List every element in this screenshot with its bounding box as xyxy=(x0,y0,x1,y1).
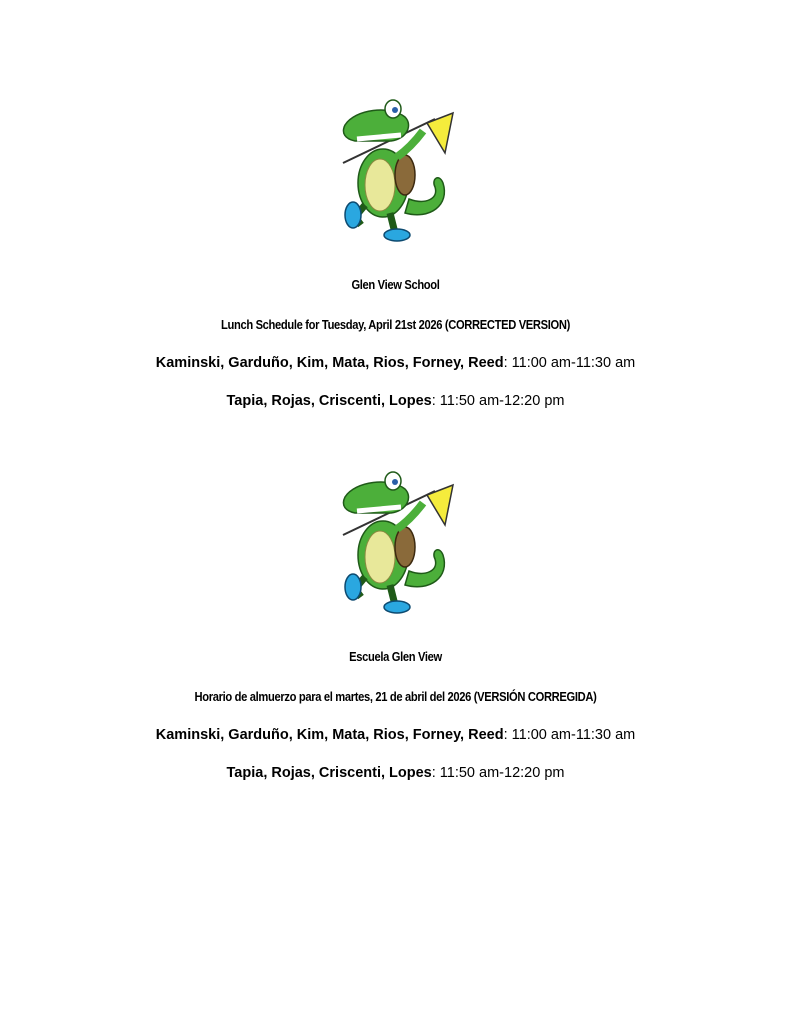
teacher-names: Kaminski, Garduño, Kim, Mata, Rios, Forney, Reed xyxy=(155,355,504,371)
alligator-mascot-icon xyxy=(335,467,465,617)
school-name: Glen View School xyxy=(351,277,440,292)
alligator-mascot-icon xyxy=(335,95,465,245)
lunch-time: : 11:00 am-11:30 am xyxy=(503,727,636,743)
schedule-row xyxy=(0,393,791,409)
school-name: Escuela Glen View xyxy=(349,649,442,664)
schedule-row xyxy=(0,727,791,743)
lunch-time: : 11:00 am-11:30 am xyxy=(503,355,636,371)
lunch-time: : 11:50 am-12:20 pm xyxy=(431,393,565,409)
schedule-row xyxy=(0,355,791,371)
schedule-row xyxy=(0,765,791,781)
lunch-time: : 11:50 am-12:20 pm xyxy=(431,765,565,781)
teacher-names: Kaminski, Garduño, Kim, Mata, Rios, Forney, Reed xyxy=(155,727,504,743)
teacher-names: Tapia, Rojas, Criscenti, Lopes xyxy=(226,393,432,409)
schedule-title: Lunch Schedule for Tuesday, April 21st 2026 (CORRECTED VERSION) xyxy=(220,317,570,332)
schedule-title: Horario de almuerzo para el martes, 21 de abril del 2026 (VERSIÓN CORREGIDA) xyxy=(194,689,597,704)
teacher-names: Tapia, Rojas, Criscenti, Lopes xyxy=(226,765,432,781)
